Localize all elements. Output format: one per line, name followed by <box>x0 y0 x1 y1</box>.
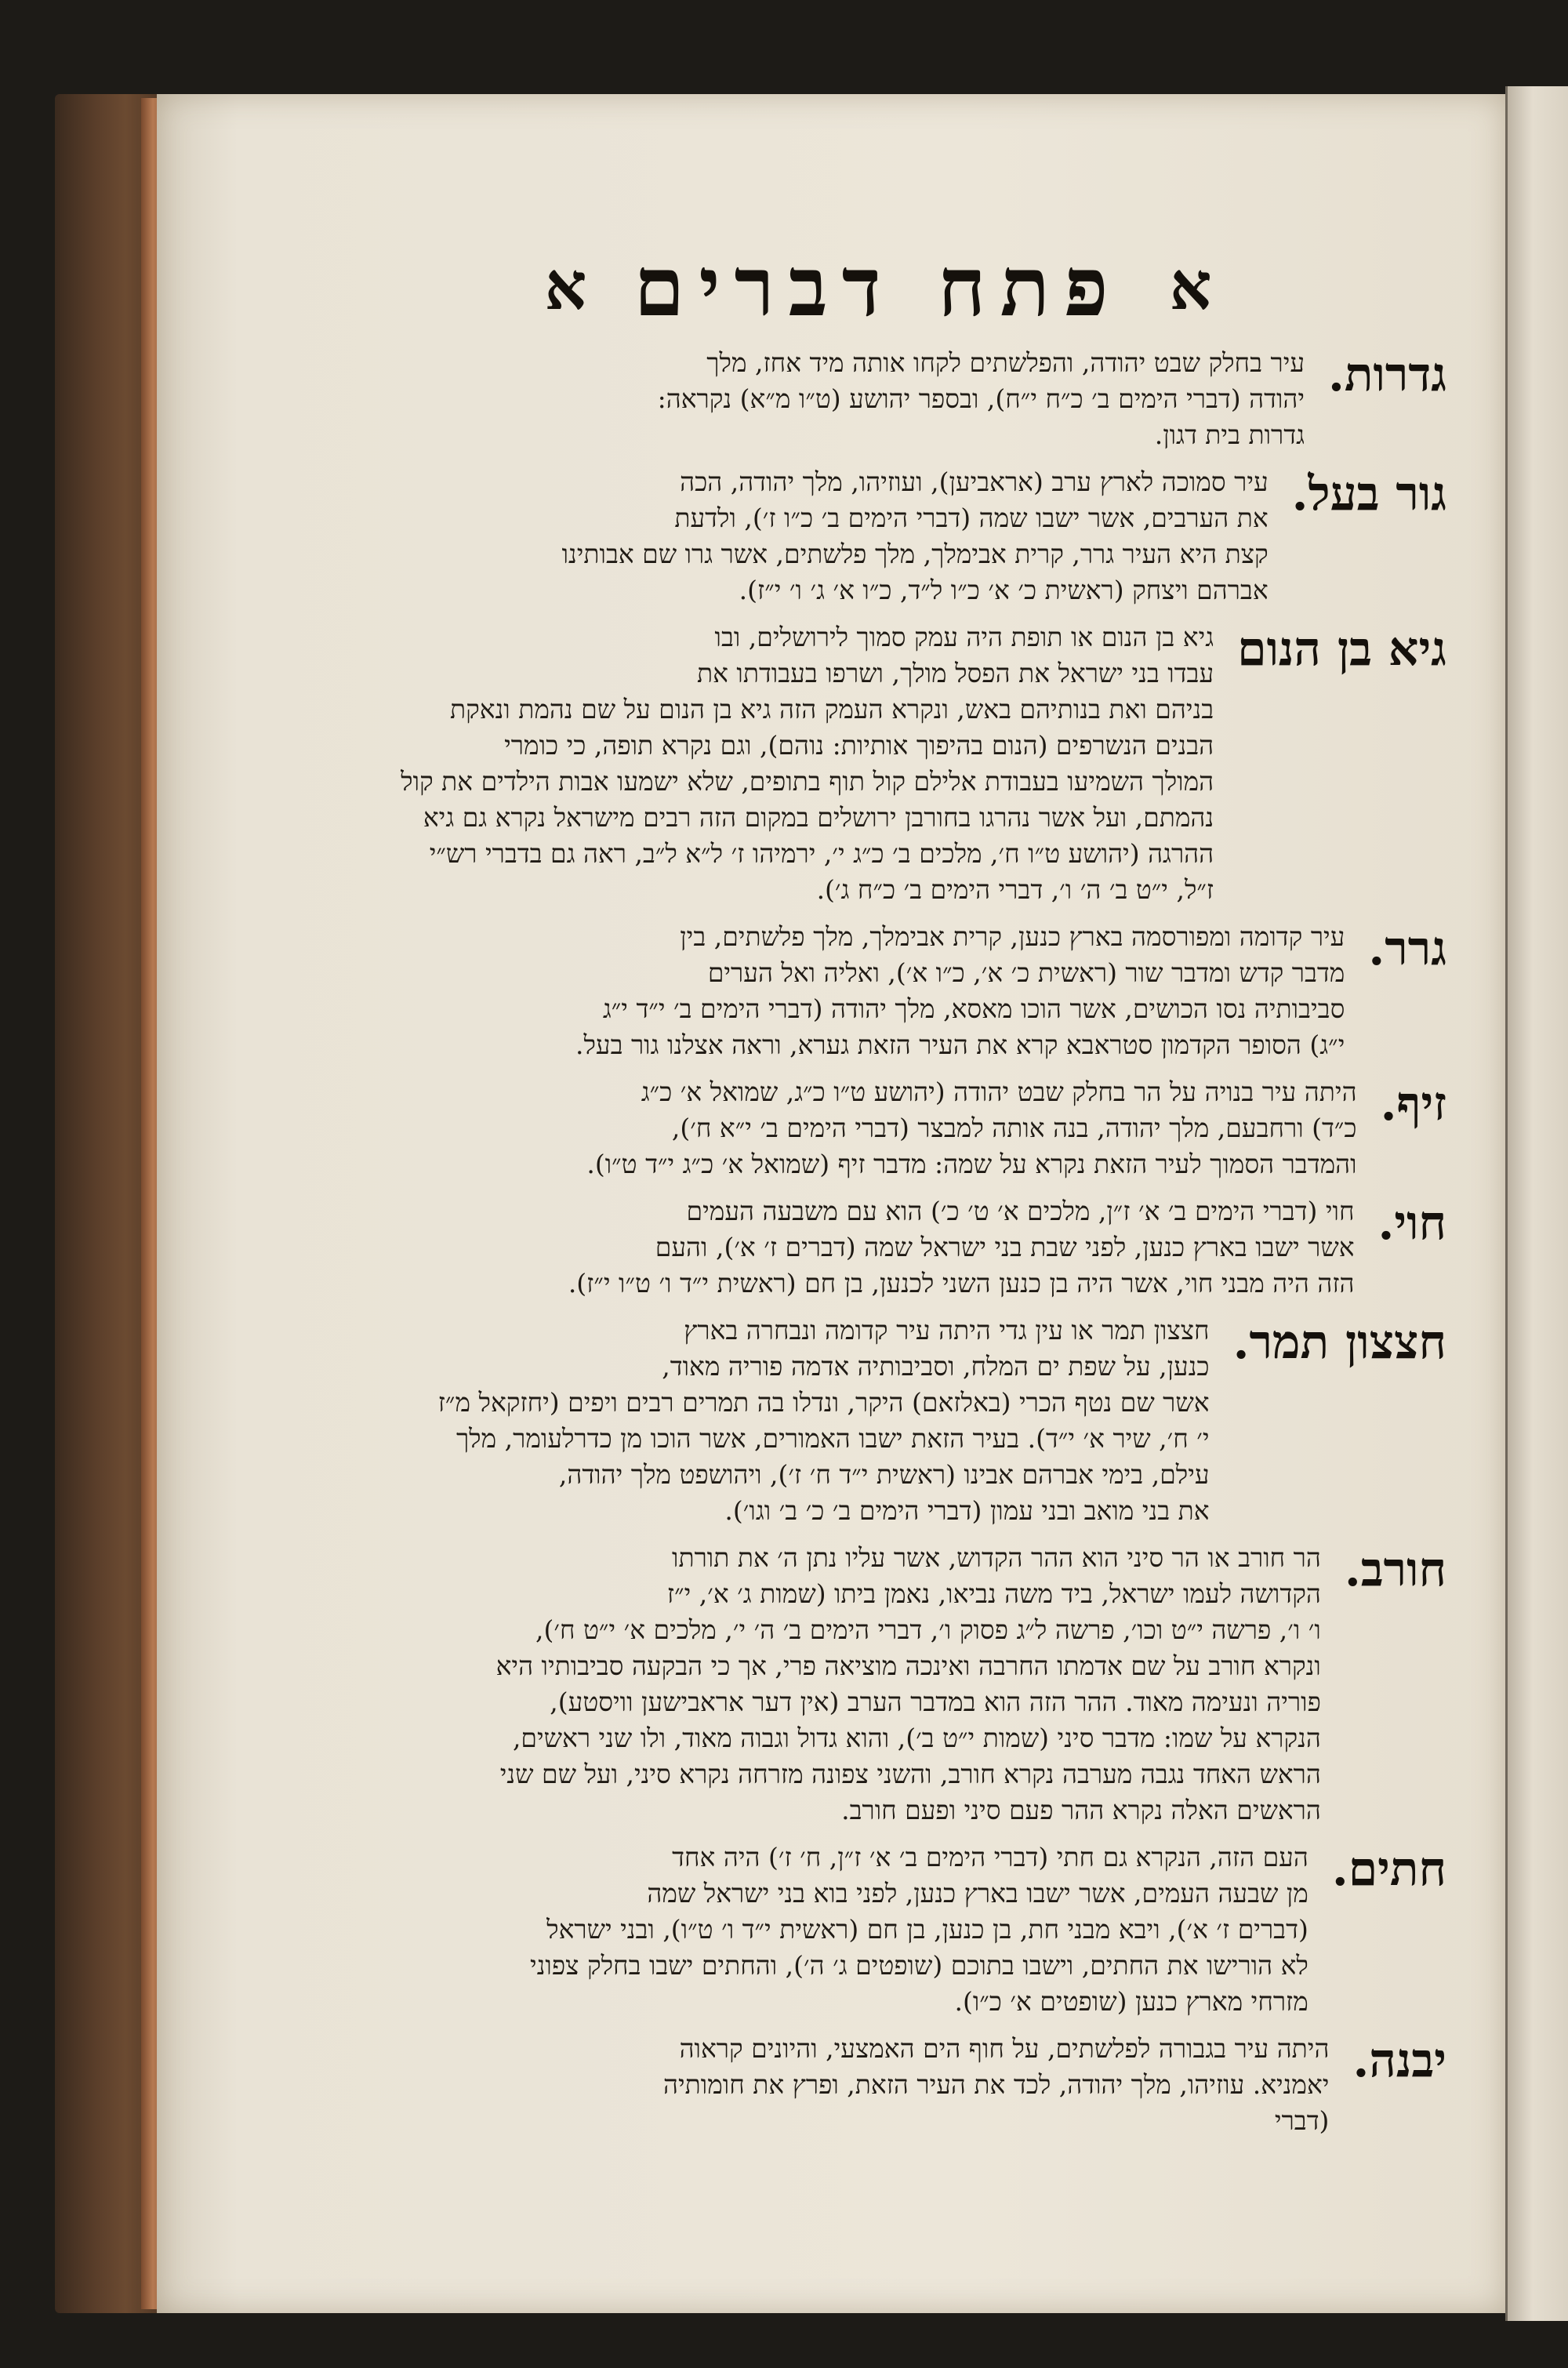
glossary-entry <box>310 1840 1446 2020</box>
entry-line: אשר ישבו בארץ כנען, לפני שבת בני ישראל שמה (דברים ז׳ א׳), והעם <box>655 1232 1355 1262</box>
entry-text <box>310 1540 1321 1829</box>
glossary-entry <box>310 1540 1446 1829</box>
entry-line: י׳ ח׳, שיר א׳ י״ד). בעיר הזאת ישבו האמורים, אשר הוכו מן כדרלעומר, מלך <box>456 1423 1210 1454</box>
entry-term: גרר. <box>1368 921 1446 976</box>
entry-line: כ״ד) ורחבעם, מלך יהודה, בנה אותה למבצר (דברי הימים ב׳ י״א ח׳), <box>671 1113 1357 1143</box>
entry-line: היתה עיר בגבורה לפלשתים, על חוף הים האמצעי, והיונים קראוה <box>679 2033 1330 2064</box>
entry-term: גדרות. <box>1328 347 1446 402</box>
entry-term: גור בעל. <box>1291 467 1446 521</box>
page-header <box>310 235 1446 337</box>
entry-line: מזרחי מארץ כנען (שופטים א׳ כ״ו). <box>954 1986 1308 2017</box>
entry-line: חוי (דברי הימים ב׳ א׳ ז״ן, מלכים א׳ ט׳ כ׳) הוא עם משבעה העמים <box>686 1196 1355 1226</box>
entry-text <box>310 1313 1210 1529</box>
entry-line: ונקרא חורב על שם אדמתו החרבה ואינכה מוציאה פרי, אך כי הבקעה סביבותיו היא <box>495 1651 1321 1681</box>
entry-text <box>310 619 1214 908</box>
page-number-right: א <box>1169 247 1212 325</box>
entry-line: הקדושה לעמו ישראל, ביד משה נביאו, נאמן ביתו (שמות ג׳ א׳, י״ז <box>666 1578 1321 1609</box>
entry-line: לא הורישו את החתים, וישבו בתוכם (שופטים ג׳ ה׳), והחתים ישבו בחלק צפוני <box>530 1950 1308 1981</box>
entry-line: ז״ל, י״ט ב׳ ה׳ ו׳, דברי הימים ב׳ כ״ח ג׳). <box>816 874 1214 905</box>
page-number-left: א <box>544 247 587 325</box>
entry-line: מדבר קדש ומדבר שור (ראשית כ׳ א׳, כ״ו א׳), ואליה ואל הערים <box>707 957 1345 988</box>
entry-line: עיר סמוכה לארץ ערב (אראביען), ועוזיהו, מלך יהודה, הכה <box>680 467 1269 497</box>
entry-line: העם הזה, הנקרא גם חתי (דברי הימים ב׳ א׳ ז״ן, ח׳ ז׳) היה אחד <box>672 1842 1308 1872</box>
entry-line: עילם, בימי אברהם אבינו (ראשית י״ד ח׳ ז׳), ויהושפט מלך יהודה, <box>558 1459 1210 1490</box>
entry-term: חתים. <box>1331 1842 1446 1897</box>
entry-line: ההרגה (יהושע ט״ו ח׳, מלכים ב׳ כ״ג י׳, ירמיהו ז׳ ל״א ל״ב, ראה גם בדברי רש״י <box>429 838 1214 869</box>
entry-line: גדרות בית דגון. <box>1154 419 1305 450</box>
entry-line: הר חורב או הר סיני הוא ההר הקדוש, אשר עליו נתן ה׳ את תורתו <box>672 1542 1321 1573</box>
entry-line: יאמניא. עוזיהו, מלך יהודה, לכד את העיר הזאת, ופרץ את חומותיה <box>663 2069 1330 2100</box>
entry-text <box>310 1193 1355 1302</box>
entry-text <box>310 919 1345 1063</box>
page-title: פתח דברים <box>633 238 1123 335</box>
entry-line: נהמתם, ועל אשר נהרגו בחורבן ירושלים במקום הזה רבים מישראל נקרא גם גיא <box>423 802 1214 833</box>
entry-term: חורב. <box>1344 1542 1446 1597</box>
entry-term: חצצון תמר. <box>1232 1315 1446 1370</box>
entry-line: את הערבים, אשר ישבו שמה (דברי הימים ב׳ כ״ו ז׳), ולדעת <box>674 503 1269 533</box>
glossary-entry <box>310 1193 1446 1302</box>
entry-line: עיר קדומה ומפורסמה בארץ כנען, קרית אבימלך, מלך פלשתים, בין <box>680 921 1345 952</box>
glossary-entry <box>310 619 1446 908</box>
glossary-entry <box>310 1074 1446 1182</box>
entry-text <box>310 345 1305 453</box>
entry-line: גיא בן הנום או תופת היה עמק סמוך לירושלים, ובו <box>714 622 1214 652</box>
entry-line: ו׳ ו׳, פרשה י״ט וכו׳, פרשה ל״ג פסוק ו׳, דברי הימים ב׳ ה׳ י׳, מלכים א׳ י״ט ח׳), <box>535 1614 1321 1645</box>
entry-line: מן שבעה העמים, אשר ישבו בארץ כנען, לפני בוא בני ישראל שמה <box>647 1878 1308 1909</box>
glossary-entry <box>310 345 1446 453</box>
entry-line: והמדבר הסמוך לעיר הזאת נקרא על שמה: מדבר זיף (שמואל א׳ כ״ג י״ד ט״ו). <box>586 1149 1357 1179</box>
glossary-entry <box>310 2031 1446 2139</box>
entry-text <box>310 464 1269 608</box>
entry-line: עיר בחלק שבט יהודה, והפלשתים לקחו אותה מיד אחז, מלך <box>706 347 1305 378</box>
entry-line: סביבותיה נסו הכושים, אשר הוכו מאסא, מלך יהודה (דברי הימים ב׳ י״ד י״ג <box>602 993 1345 1024</box>
entry-line: הבנים הנשרפים (הנום בהיפוך אותיות: נוהם), וגם נקרא תופה, כי כומרי <box>504 730 1214 761</box>
entry-line: המולך השמיעו בעבודת אלילם קול תוף בתופים, שלא ישמעו אבות הילדים את קול <box>401 766 1214 797</box>
entry-line: (דברי <box>1274 2105 1330 2136</box>
entry-line: יהודה (דברי הימים ב׳ כ״ח י״ח), ובספר יהושע (ט״ו מ״א) נקראה: <box>657 383 1305 414</box>
entry-term: יבנה. <box>1352 2033 1446 2088</box>
entry-line: פוריה ונעימה מאוד. ההר הזה הוא במדבר הערב (אין דער אראבישען וויסטע), <box>550 1687 1321 1717</box>
entry-line: הנקרא על שמו: מדבר סיני (שמות י״ט ב׳), והוא גדול וגבוה מאוד, ולו שני ראשים, <box>512 1723 1321 1753</box>
entry-line: את בני מואב ובני עמון (דברי הימים ב׳ כ׳ ב׳ וגו׳). <box>724 1495 1210 1526</box>
glossary-entry <box>310 919 1446 1063</box>
entry-text <box>310 1074 1357 1182</box>
entry-line: עבדו בני ישראל את הפסל מולך, ושרפו בעבודתו את <box>696 658 1214 688</box>
entry-line: (דברים ז׳ א׳), ויבא מבני חת, בן כנען, בן חם (ראשית י״ד ו׳ ט״ו), ובני ישראל <box>546 1914 1308 1945</box>
entry-line: י״ג) הסופר הקדמון סטראבא קרא את העיר הזאת גערא, וראה אצלנו גור בעל. <box>575 1030 1345 1060</box>
facing-page-edge <box>1505 86 1568 2321</box>
entry-line: הראשים האלה נקרא ההר פעם סיני ופעם חורב. <box>841 1795 1321 1825</box>
glossary-entries <box>310 345 1446 2150</box>
entry-line: אשר שם נטף הכרי (באלזאם) היקר, ונדלו בה תמרים רבים ויפים (יחזקאל מ״ז <box>437 1387 1210 1418</box>
entry-line: הראש האחד נגבה מערבה נקרא חורב, והשני צפונה מזרחה נקרא סיני, ועל שם שני <box>499 1759 1321 1789</box>
entry-line: הזה היה מבני חוי, אשר היה בן כנען השני לכנען, בן חם (ראשית י״ד ו׳ ט״ו י״ז). <box>568 1268 1355 1298</box>
entry-term: גיא בן הנום <box>1237 622 1446 677</box>
entry-line: קצת היא העיר גרר, קרית אבימלך, מלך פלשתים, אשר גרו שם אבותינו <box>561 539 1269 569</box>
glossary-entry <box>310 1313 1446 1529</box>
entry-line: חצצון תמר או עין גדי היתה עיר קדומה ונבחרה בארץ <box>684 1315 1210 1346</box>
entry-line: כנען, על שפת ים המלח, וסביבותיה אדמה פוריה מאוד, <box>662 1351 1210 1382</box>
entry-term: זיף. <box>1380 1077 1446 1131</box>
entry-text <box>310 1840 1308 2020</box>
entry-term: חוי. <box>1377 1196 1446 1251</box>
entry-line: היתה עיר בנויה על הר בחלק שבט יהודה (יהושע ט״ו כ״ג, שמואל א׳ כ״ג <box>641 1077 1357 1107</box>
glossary-entry <box>310 464 1446 608</box>
entry-line: בניהם ואת בנותיהם באש, ונקרא העמק הזה גיא בן הנום על שם נהמת ונאקת <box>449 694 1214 725</box>
entry-line: אברהם ויצחק (ראשית כ׳ א׳ כ״ו ל״ד, כ״ו א׳ ג׳ ו׳ י״ז). <box>739 575 1269 605</box>
entry-text <box>310 2031 1329 2139</box>
